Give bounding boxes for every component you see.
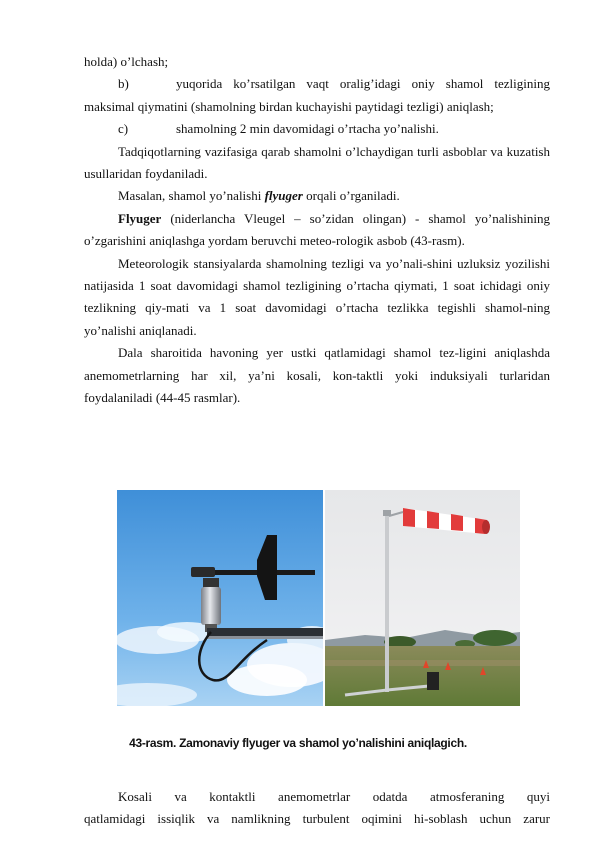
list-text-c: shamolning 2 min davomidagi o’rtacha yo’nalishi.: [176, 121, 439, 137]
p3-rest: (niderlancha Vleugel – so’zidan olingan) - shamol yo’nalishining o’zgarishini aniqlashga yordam beruvchi meteo-rologik asbob (43-rasm).: [84, 210, 550, 249]
paragraph-1: Tadqiqotlarning vazifasiga qarab shamolni o’lchaydigan turli asboblar va kuzatish usullaridan foydaniladi.: [84, 143, 550, 182]
figure-caption: 43-rasm. Zamonaviy flyuger va shamol yo’nalishini aniqlagich.: [129, 736, 467, 750]
p2-after: orqali o’rganiladi.: [302, 188, 400, 204]
list-label-c: c): [118, 121, 129, 137]
list-item-c: [84, 118, 550, 140]
wind-vane-photo: [117, 490, 323, 706]
paragraph-3: [84, 208, 550, 253]
p3-term: Flyuger: [118, 210, 162, 226]
paragraph-0: holda) o’lchash;: [84, 54, 169, 69]
windsock-icon: [325, 490, 520, 706]
bottom-paragraph: [84, 786, 550, 831]
list-text-b-line1: yuqorida ko’rsatilgan vaqt oralig’idagi oniy shamol tezligining: [176, 76, 550, 92]
list-label-b: b): [118, 76, 129, 92]
p2-before: Masalan, shamol yo’nalishi: [118, 188, 265, 204]
list-text-b-cont: maksimal qiymatini (shamolning birdan kuchayishi paytidagi tezligi) aniqlash;: [84, 98, 494, 114]
p2-emphasis-flyuger: flyuger: [264, 188, 303, 204]
wind-vane-icon: [117, 490, 323, 706]
paragraph-5: Dala sharoitida havoning yer ustki qatlamidagi shamol tez-ligini aniqlashda anemometrlarning har xil, ya’ni kosali, kon-taktli yoki induksiyali turlaridan foydalaniladi (44-45 rasmlar).: [84, 345, 550, 406]
paragraph-2: [84, 185, 550, 207]
bottom-line-2: qatlamidagi issiqlik va namlikning turbulent oqimini hi-soblash uchun zarur: [84, 811, 550, 827]
figure-43: [117, 490, 520, 706]
paragraph-4: Meteorologik stansiyalarda shamolning tezligi va yo’nali-shini uzluksiz yozilishi natijasida 1 soat davomidagi shamol tezligining o’rtacha qiymati, 1 soat ichidagi oniy tezlikning qiy-mati va 1 soat davomidagi o’rtacha tezlikka tegishli shamol-ning yo’nalishi aniqlanadi.: [84, 255, 550, 338]
bottom-line-1: Kosali va kontaktli anemometrlar odatda atmosferaning quyi: [118, 789, 550, 804]
list-item-b: [84, 73, 550, 95]
document-body: [84, 51, 550, 410]
windsock-photo: [325, 490, 520, 706]
